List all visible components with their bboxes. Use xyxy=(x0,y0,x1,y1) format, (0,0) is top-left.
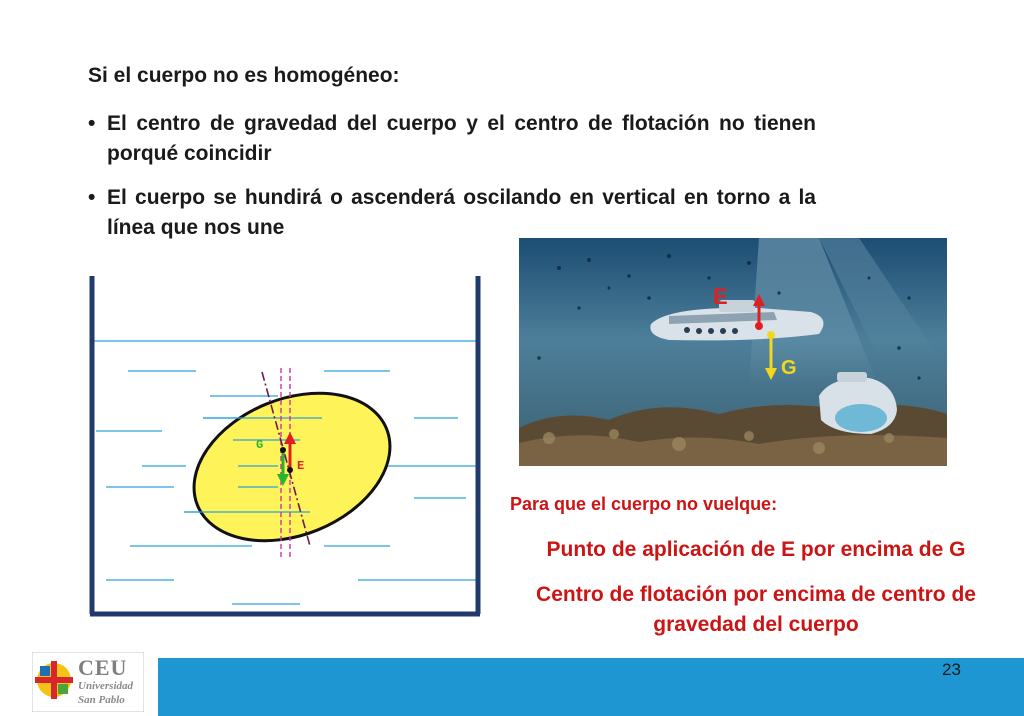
footer-bar xyxy=(158,658,1024,716)
conditions-heading: Para que el cuerpo no vuelque: xyxy=(510,494,778,514)
condition-text: Centro de flotación por encima de centro de gravedad del cuerpo xyxy=(536,583,976,636)
bullet-marker: • xyxy=(88,112,96,135)
slide-heading: Si el cuerpo no es homogéneo: xyxy=(88,64,400,87)
submarine-photo xyxy=(519,238,947,466)
floating-body xyxy=(172,366,412,569)
photo-label-e: E xyxy=(713,284,728,309)
bullet-item xyxy=(88,183,816,243)
page-number: 23 xyxy=(942,660,961,679)
bullet-marker: • xyxy=(88,186,96,209)
label-e: E xyxy=(297,459,305,473)
bullet-text: El cuerpo se hundirá o ascenderá oscilando en vertical en torno a la línea que nos une xyxy=(107,186,816,239)
label-g: G xyxy=(256,438,264,452)
logo-title: CEU xyxy=(78,655,128,680)
tank-diagram xyxy=(78,268,490,624)
condition-text: Punto de aplicación de E por encima de G xyxy=(546,538,966,561)
bullet-text: El centro de gravedad del cuerpo y el centro de flotación no tienen porqué coincidir xyxy=(107,112,816,165)
logo-subtitle: San Pablo xyxy=(78,694,125,706)
logo-subtitle: Universidad xyxy=(78,680,133,692)
bullet-item xyxy=(88,109,816,169)
photo-label-g: G xyxy=(781,357,797,379)
